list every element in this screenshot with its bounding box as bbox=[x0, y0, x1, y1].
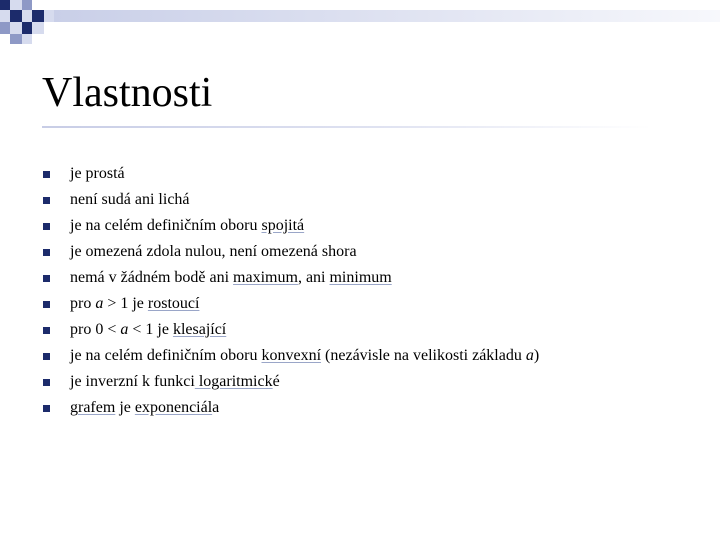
list-item bbox=[42, 239, 682, 265]
item-text: ) bbox=[533, 347, 540, 364]
item-text: < 1 je bbox=[128, 321, 173, 338]
link-maximum[interactable]: maximum bbox=[233, 269, 298, 286]
item-text: je na celém definičním oboru bbox=[70, 347, 262, 364]
slide-title: Vlastnosti bbox=[42, 70, 213, 116]
list-item bbox=[42, 291, 682, 317]
square-bullet-icon bbox=[43, 405, 50, 412]
square-bullet-icon bbox=[43, 275, 50, 282]
item-text: je inverzní k funkci bbox=[70, 373, 195, 390]
square-bullet-icon bbox=[43, 249, 50, 256]
square-bullet-icon bbox=[43, 301, 50, 308]
title-area bbox=[42, 66, 652, 128]
item-text: je omezená zdola nulou, není omezená shora bbox=[70, 243, 357, 260]
item-text: je bbox=[115, 399, 135, 416]
item-text: pro 0 < bbox=[70, 321, 121, 338]
square-bullet-icon bbox=[43, 171, 50, 178]
square-bullet-icon bbox=[43, 223, 50, 230]
item-text: nemá v žádném bodě ani bbox=[70, 269, 234, 286]
property-list bbox=[42, 161, 682, 421]
list-item bbox=[42, 395, 682, 421]
list-item bbox=[42, 213, 682, 239]
item-text: a bbox=[212, 399, 220, 416]
square-bullet-icon bbox=[43, 327, 50, 334]
header-decoration bbox=[0, 0, 720, 50]
link-rostouci[interactable]: rostoucí bbox=[147, 295, 200, 312]
list-item bbox=[42, 369, 682, 395]
list-item bbox=[42, 161, 682, 187]
list-item bbox=[42, 265, 682, 291]
variable-a: a bbox=[525, 347, 534, 364]
item-text: é bbox=[272, 373, 280, 390]
link-grafem[interactable]: rafem bbox=[78, 399, 116, 416]
square-bullet-icon bbox=[43, 197, 50, 204]
link-exponenciala[interactable]: exponenciál bbox=[134, 399, 213, 416]
item-text: g bbox=[70, 399, 78, 416]
item-text: pro bbox=[70, 295, 96, 312]
variable-a: a bbox=[95, 295, 104, 312]
variable-a: a bbox=[120, 321, 129, 338]
title-underline bbox=[42, 126, 652, 128]
list-item bbox=[42, 187, 682, 213]
link-spojita[interactable]: spojitá bbox=[261, 217, 305, 234]
item-text: není sudá ani lichá bbox=[70, 191, 190, 208]
item-text: je prostá bbox=[70, 165, 125, 182]
link-logaritmicka[interactable]: logaritmick bbox=[194, 373, 273, 390]
list-item bbox=[42, 317, 682, 343]
square-bullet-icon bbox=[43, 379, 50, 386]
square-bullet-icon bbox=[43, 353, 50, 360]
item-text: > 1 je bbox=[103, 295, 148, 312]
item-text: je na celém definičním oboru bbox=[70, 217, 262, 234]
link-klesajici[interactable]: klesající bbox=[172, 321, 227, 338]
item-text: , ani bbox=[297, 269, 330, 286]
item-text: (nezávisle na velikosti základu bbox=[321, 347, 526, 364]
list-item bbox=[42, 343, 682, 369]
link-konvexni[interactable]: konvexní bbox=[261, 347, 322, 364]
link-minimum[interactable]: minimum bbox=[329, 269, 392, 286]
